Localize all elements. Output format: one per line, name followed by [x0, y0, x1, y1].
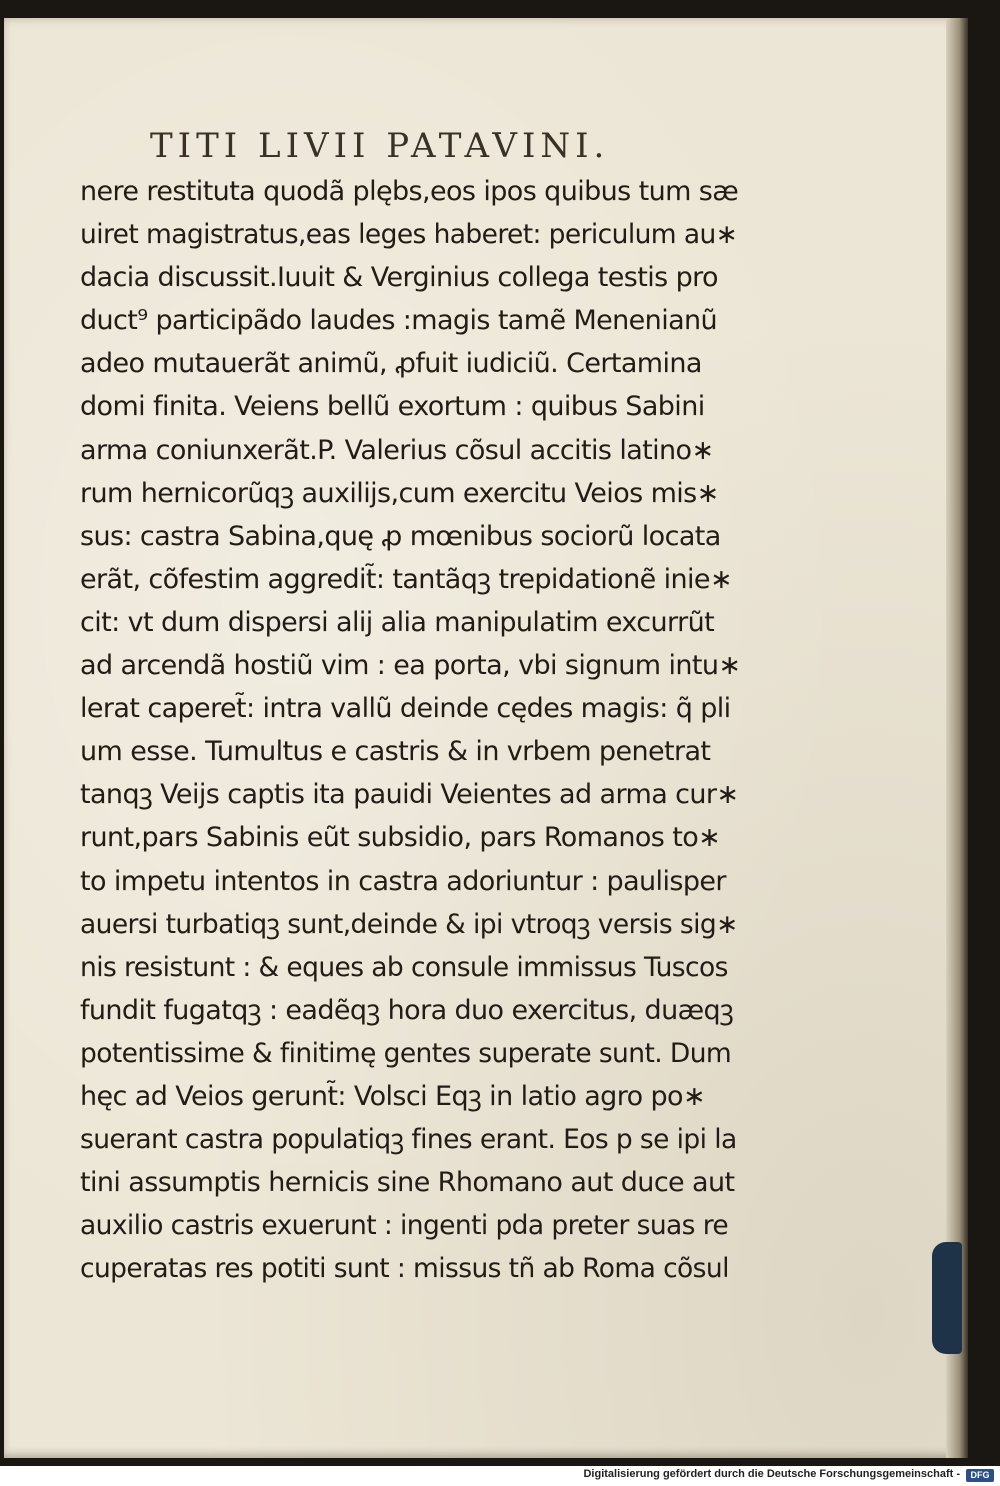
text-line: arma coniunxerãt.P. Valerius cõsul accitis latino∗ [80, 434, 714, 466]
text-line: domi finita. Veiens bellũ exortum : quibus Sabini [80, 391, 705, 423]
text-line: lerat caperet̃: intra vallũ deinde cędes magis: q̃ pli [80, 693, 731, 725]
text-line: dacia discussit.Iuuit & Verginius collega testis pro [80, 262, 718, 294]
text-line: rum hernicorũqꝫ auxilijs,cum exercitu Veios mis∗ [80, 477, 719, 509]
footer-bar [0, 1466, 1000, 1486]
text-line: suerant castra populatiqꝫ fines erant. Eos p se ipi la [80, 1124, 737, 1156]
text-line: runt,pars Sabinis eũt subsidio, pars Romanos to∗ [80, 822, 721, 854]
text-line: tini assumptis hernicis sine Rhomano aut duce aut [80, 1167, 735, 1199]
blue-tab-marker [932, 1242, 962, 1354]
text-line: cit: vt dum dispersi alij alia manipulatim excurrũt [80, 606, 715, 638]
text-line: cuperatas res potiti sunt : missus tñ ab Roma cõsul [80, 1253, 729, 1285]
text-line: sus: castra Sabina,quę ꝓ mœnibus sociorũ locata [80, 520, 721, 552]
funding-credit: Digitalisierung gefördert durch die Deutsche Forschungsgemeinschaft - [583, 1468, 960, 1480]
text-line: fundit fugatqꝫ : eadẽqꝫ hora duo exercitus, duæqꝫ [80, 994, 734, 1026]
text-line: tanqꝫ Veijs captis ita pauidi Veientes ad arma cur∗ [80, 779, 739, 811]
text-line: hęc ad Veios gerunt̃: Volsci Eqꝫ in latio agro po∗ [80, 1080, 705, 1112]
text-block [80, 170, 740, 1290]
text-line: auxilio castris exuerunt : ingenti pda preter suas re [80, 1210, 729, 1242]
text-line: to impetu intentos in castra adoriuntur : paulisper [80, 865, 726, 897]
text-line: um esse. Tumultus e castris & in vrbem penetrat [80, 736, 711, 768]
text-line: duct⁹ participãdo laudes :magis tamẽ Menenianũ [80, 305, 718, 337]
dfg-logo: DFG [966, 1469, 994, 1482]
text-line: uiret magistratus,eas leges haberet: periculum au∗ [80, 219, 738, 251]
text-line: nis resistunt : & eques ab consule immissus Tuscos [80, 951, 728, 983]
text-line: adeo mutauerãt animũ, ꝓfuit iudiciũ. Certamina [80, 348, 702, 380]
text-line: potentissime & finitimę gentes superate sunt. Dum [80, 1037, 732, 1069]
text-line: ad arcendã hostiũ vim : ea porta, vbi signum intu∗ [80, 650, 741, 682]
running-head: TITI LIVII PATAVINI. [150, 126, 610, 166]
text-line: erãt, cõfestim aggredit̃: tantãqꝫ trepidationẽ inie∗ [80, 563, 732, 595]
text-line: auersi turbatiqꝫ sunt,deinde & ipi vtroqꝫ versis sig∗ [80, 908, 738, 940]
text-line: nere restituta quodã plębs,eos ipos quibus tum sæ [80, 176, 739, 207]
